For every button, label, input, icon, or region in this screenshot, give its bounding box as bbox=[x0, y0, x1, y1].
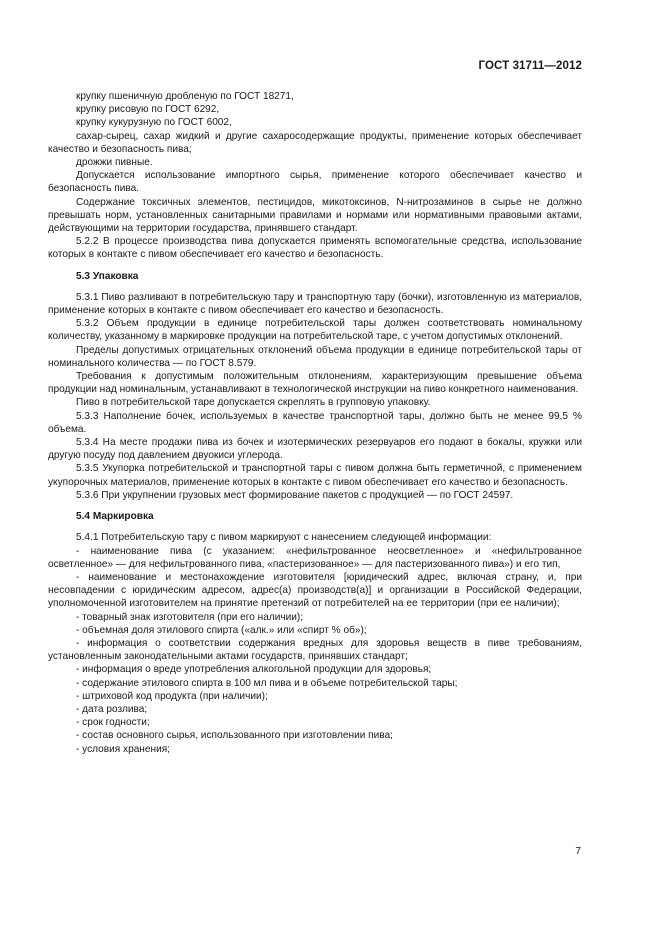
paragraph: - объемная доля этилового спирта («алк.» или «спирт % об»); bbox=[76, 624, 367, 636]
paragraph: 5.3.4 На месте продажи пива из бочек и изотермических резервуаров его подают в бокалы, кружки или другую посуду под давлением двуокиси углерода. bbox=[48, 437, 582, 462]
section-heading: 5.3 Упаковка bbox=[76, 270, 139, 282]
paragraph: Требования к допустимым положительным отклонениям, характеризующим превышение объема продукции над номинальным, устанавливают в технологической инструкции на пиво конкретного наименования. bbox=[48, 371, 582, 396]
paragraph: Допускается использование импортного сырья, применение которого обеспечивает качество и безопасность пива. bbox=[48, 170, 582, 195]
paragraph: - товарный знак изготовителя (при его наличии); bbox=[76, 611, 304, 623]
paragraph: - дата розлива; bbox=[76, 703, 148, 715]
section-heading: 5.4 Маркировка bbox=[76, 511, 154, 523]
paragraph: Пределы допустимых отрицательных отклонений объема продукции в единице потребительской тары от номинального количества — по ГОСТ 8.579. bbox=[48, 344, 582, 369]
paragraph: 5.3.1 Пиво разливают в потребительскую тару и транспортную тару (бочки), изготовленную из материалов, применение которых в контакте с пивом обеспечивает его качество и безопасность. bbox=[48, 291, 582, 317]
paragraph: Содержание токсичных элементов, пестицидов, микотоксинов, N-нитрозаминов в сырье не должно превышать норм, установленных санитарными правилами и нормами или нормативными правовыми актами, действующими на территории государства, принявшего стандарт. bbox=[48, 196, 582, 235]
paragraph: 5.3.6 При укрупнении грузовых мест формирование пакетов с продукцией — по ГОСТ 24597. bbox=[76, 489, 514, 501]
paragraph: Пиво в потребительской таре допускается скреплять в групповую упаковку. bbox=[76, 397, 431, 409]
paragraph: - информация о вреде употребления алкогольной продукции для здоровья; bbox=[76, 664, 432, 676]
paragraph: крупку пшеничную дробленую по ГОСТ 18271, bbox=[76, 91, 294, 102]
paragraph: дрожжи пивные. bbox=[76, 157, 153, 169]
paragraph: 5.3.5 Укупорка потребительской и транспортной тары с пивом должна быть герметичной, с применением укупорочных материалов, применение которых в контакте с пивом обеспечивает его качество и безопасность. bbox=[48, 463, 582, 488]
paragraph: 5.3.3 Наполнение бочек, используемых в качестве транспортной тары, должно быть не менее 99,5 % объема. bbox=[48, 410, 582, 435]
paragraph: крупку кукурузную по ГОСТ 6002, bbox=[76, 117, 232, 129]
paragraph: - срок годности; bbox=[76, 717, 150, 729]
paragraph: - штриховой код продукта (при наличии); bbox=[76, 690, 268, 702]
paragraph: крупку рисовую по ГОСТ 6292, bbox=[76, 104, 220, 116]
document-body bbox=[48, 90, 582, 756]
paragraph: - наименование пива (с указанием: «нефильтрованное неосветленное» и «нефильтрованное осветленное» — для нефильтрованного пива, «пастеризованное» — для пастеризованного пива») и его тип, bbox=[48, 545, 582, 570]
paragraph: 5.3.2 Объем продукции в единице потребительской тары должен соответствовать номинальному количеству, указанному в маркировке продукции на потребительской таре, с учетом допустимых отклонений. bbox=[48, 318, 582, 343]
paragraph: 5.4.1 Потребительскую тару с пивом маркируют с нанесением следующей информации: bbox=[76, 532, 492, 544]
page-number: 7 bbox=[575, 846, 581, 857]
paragraph: - условия хранения; bbox=[76, 743, 170, 755]
paragraph: - информация о соответствии содержания вредных для здоровья веществ в пиве требованиям, установленным законодательными актами государств, принявших стандарт; bbox=[48, 637, 582, 663]
paragraph: - состав основного сырья, использованного при изготовлении пива; bbox=[76, 730, 393, 742]
paragraph: 5.2.2 В процессе производства пива допускается применять вспомогательные средства, использование которых в контакте с пивом обеспечивает его качество и безопасность. bbox=[48, 236, 582, 261]
standard-header: ГОСТ 31711—2012 bbox=[478, 60, 582, 72]
paragraph: - содержание этилового спирта в 100 мл пива и в объеме потребительской тары; bbox=[76, 677, 458, 689]
paragraph: сахар-сырец, сахар жидкий и другие сахаросодержащие продукты, применение которых обеспечивает качество и безопасность пива; bbox=[48, 130, 582, 155]
paragraph: - наименование и местонахождение изготовителя [юридический адрес, включая страну, и, при несовпадении с юридическим адресом, адрес(а) производств(а)] и организации в Российской Федерации, уполномоченной изготовителем на принятие претензий от потребителей на ее территории (при ее наличии); bbox=[48, 571, 582, 610]
